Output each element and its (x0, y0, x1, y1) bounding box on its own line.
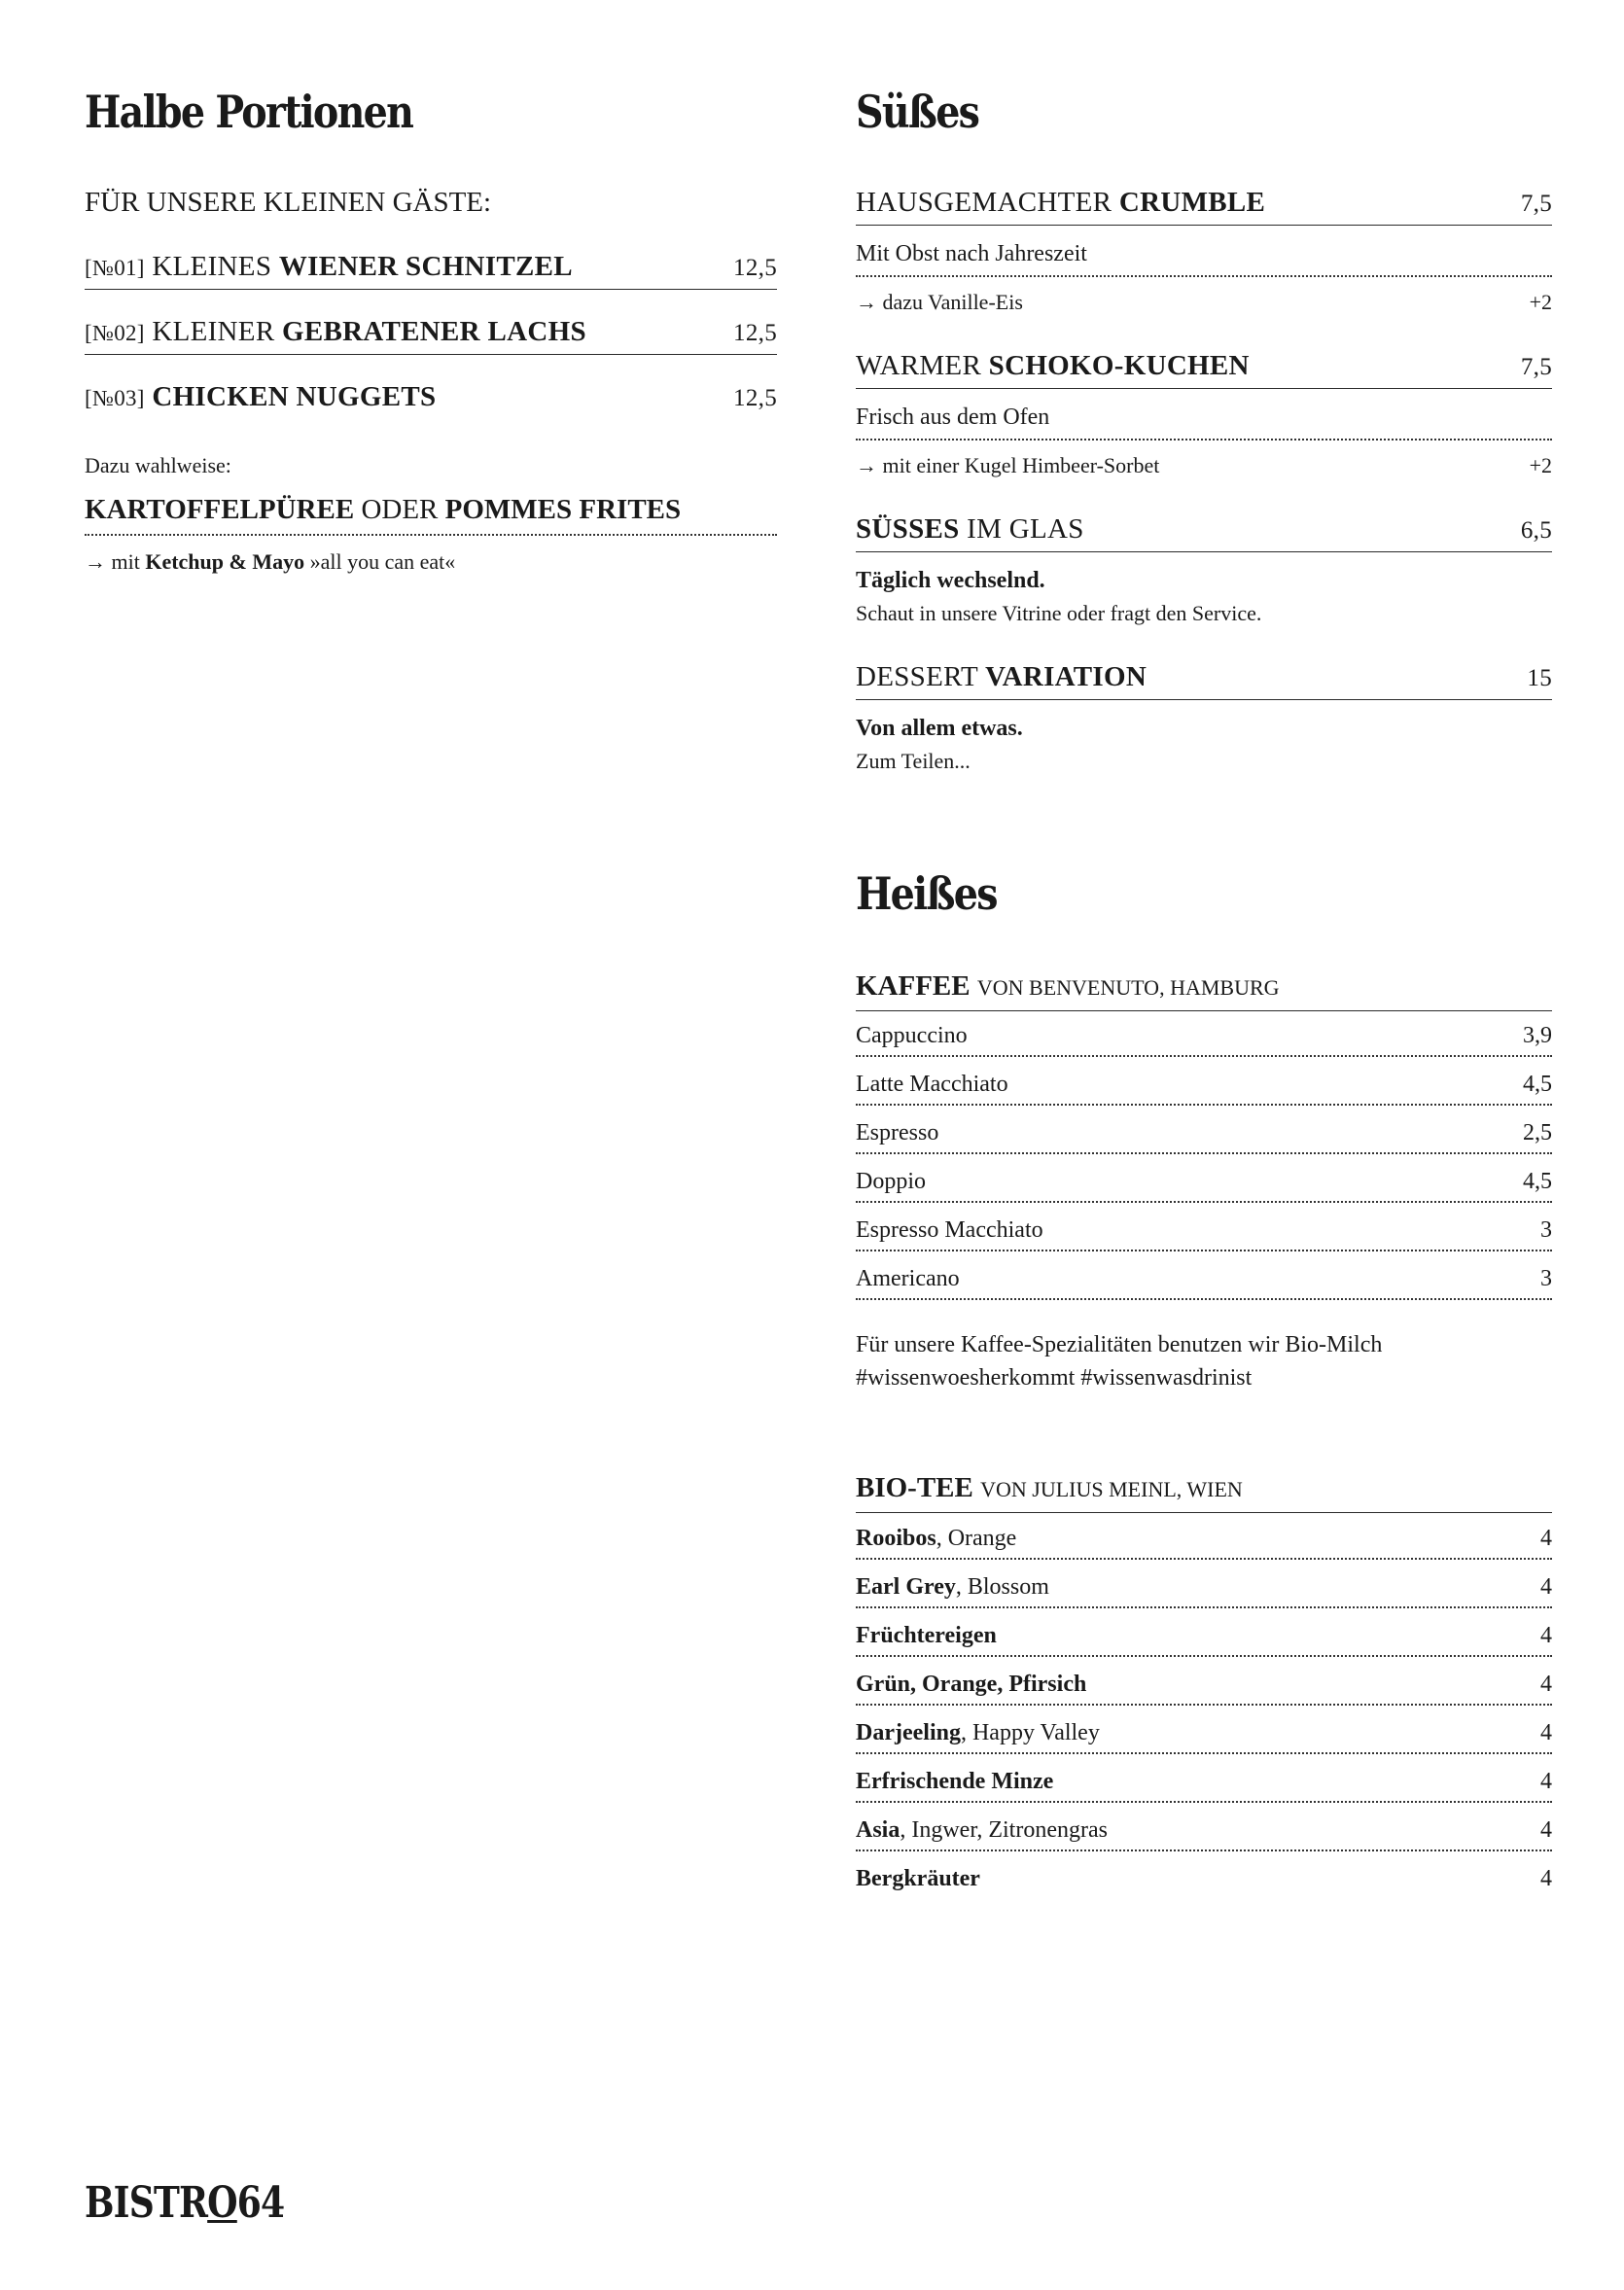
drink-price: 4,5 (1523, 1169, 1552, 1194)
item-price: 7,5 (1520, 354, 1552, 380)
extra-text: → mit einer Kugel Himbeer-Sorbet (856, 453, 1160, 477)
item-prefix: HAUSGEMACHTER (856, 187, 1112, 218)
tea-price: 4 (1540, 1672, 1552, 1697)
tea-name: Erfrischende Minze (856, 1769, 1054, 1794)
drink-price: 3,9 (1523, 1023, 1552, 1048)
item-description: Täglich wechselnd. (856, 568, 1045, 593)
tea-name: Darjeeling (856, 1720, 961, 1745)
kaffee-header (856, 970, 1552, 1011)
item-price: 12,5 (733, 255, 777, 281)
drink-name: Espresso (856, 1120, 939, 1145)
item-name: GEBRATENER LACHS (282, 316, 586, 347)
kaffee-row (856, 1120, 1552, 1154)
tee-source: VON JULIUS MEINL, WIEN (980, 1477, 1243, 1501)
item-name: SCHOKO-KUCHEN (988, 350, 1250, 381)
logo-part-a: BISTR (85, 2178, 208, 2228)
item-price: 12,5 (733, 320, 777, 346)
item-name: SÜSSES (856, 513, 960, 545)
tea-price: 4 (1540, 1526, 1552, 1551)
item-description: Mit Obst nach Jahreszeit (856, 241, 1552, 277)
item-name: CRUMBLE (1118, 187, 1266, 218)
drink-price: 3 (1540, 1266, 1552, 1291)
item-suffix: IM GLAS (967, 513, 1084, 545)
tee-row (856, 1720, 1552, 1754)
item-prefix: WARMER (856, 350, 982, 381)
item-prefix: KLEINER (152, 316, 275, 347)
tea-name: Earl Grey (856, 1574, 956, 1600)
tee-row (856, 1574, 1552, 1608)
dessert-crumble (856, 187, 1552, 226)
side-option-a: KARTOFFELPÜREE (85, 494, 355, 525)
tee-row (856, 1672, 1552, 1706)
sides-extra (85, 549, 777, 575)
item-prefix: KLEINES (152, 251, 272, 282)
drink-price: 4,5 (1523, 1072, 1552, 1097)
kaffee-row (856, 1266, 1552, 1300)
kaffee-row (856, 1023, 1552, 1057)
menu-item-01 (85, 251, 777, 290)
tea-detail: , Blossom (955, 1574, 1049, 1600)
item-name: CHICKEN NUGGETS (152, 381, 437, 412)
drink-price: 2,5 (1523, 1120, 1552, 1145)
tea-price: 4 (1540, 1720, 1552, 1745)
kaffee-row (856, 1169, 1552, 1203)
tea-name: Grün, Orange, Pfirsich (856, 1672, 1087, 1697)
item-description: Von allem etwas. (856, 716, 1023, 741)
item-price: 12,5 (733, 385, 777, 411)
item-prefix: DESSERT (856, 661, 978, 692)
extra-price: +2 (1529, 290, 1552, 314)
intro-text: FÜR UNSERE KLEINEN GÄSTE: (85, 187, 492, 218)
kaffee-hashtags: #wissenwoesherkommt #wissenwasdrinist (856, 1365, 1253, 1391)
tee-row (856, 1526, 1552, 1560)
item-name: WIENER SCHNITZEL (278, 251, 573, 282)
menu-item-03 (85, 381, 777, 419)
dessert-schoko-kuchen (856, 350, 1552, 389)
tea-detail: , Happy Valley (960, 1720, 1100, 1745)
kaffee-source: VON BENVENUTO, HAMBURG (976, 975, 1280, 1000)
item-number: [№03] (85, 386, 145, 410)
item-description: Frisch aus dem Ofen (856, 405, 1552, 440)
item-price: 7,5 (1520, 191, 1552, 217)
tea-price: 4 (1540, 1866, 1552, 1891)
dessert-variation (856, 661, 1552, 700)
tee-row (856, 1866, 1552, 1898)
extra-bold: Ketchup & Mayo (145, 549, 305, 574)
item-number: [№01] (85, 256, 145, 280)
drink-name: Doppio (856, 1169, 926, 1194)
arrow-icon: → (85, 549, 106, 574)
sides-label: Dazu wahlweise: (85, 453, 231, 477)
item-number: [№02] (85, 321, 145, 345)
tea-name: Bergkräuter (856, 1866, 980, 1891)
tea-detail: , Ingwer, Zitronengras (900, 1817, 1108, 1843)
tee-row (856, 1623, 1552, 1657)
item-extra (856, 290, 1552, 315)
tee-row (856, 1769, 1552, 1803)
kaffee-row (856, 1072, 1552, 1106)
tee-row (856, 1817, 1552, 1851)
item-note: Zum Teilen... (856, 749, 971, 773)
section-title-suesses: Süßes (856, 86, 979, 138)
kaffee-title: KAFFEE (856, 970, 971, 1002)
menu-item-02 (85, 316, 777, 355)
logo-part-o: O (207, 2178, 237, 2228)
tea-price: 4 (1540, 1817, 1552, 1843)
item-name: VARIATION (985, 661, 1147, 692)
tea-price: 4 (1540, 1769, 1552, 1794)
drink-price: 3 (1540, 1217, 1552, 1243)
item-price: 15 (1527, 665, 1552, 691)
tea-price: 4 (1540, 1574, 1552, 1600)
drink-name: Cappuccino (856, 1023, 968, 1048)
tea-detail: , Orange (936, 1526, 1017, 1551)
drink-name: Espresso Macchiato (856, 1217, 1043, 1243)
kaffee-note: Für unsere Kaffee-Spezialitäten benutzen wir Bio-Milch (856, 1332, 1383, 1357)
extra-suffix: »all you can eat« (309, 549, 456, 574)
item-extra (856, 453, 1552, 478)
extra-price: +2 (1529, 453, 1552, 477)
bistro-logo (85, 2178, 284, 2228)
item-price: 6,5 (1520, 517, 1552, 544)
tea-price: 4 (1540, 1623, 1552, 1648)
item-note: Schaut in unsere Vitrine oder fragt den Service. (856, 601, 1262, 625)
extra-prefix: mit (111, 549, 140, 574)
dessert-suesses-im-glas (856, 513, 1552, 552)
kaffee-row (856, 1217, 1552, 1251)
tea-name: Rooibos (856, 1526, 936, 1551)
tee-header (856, 1472, 1552, 1513)
logo-part-b: 64 (236, 2178, 285, 2228)
drink-name: Americano (856, 1266, 960, 1291)
drink-name: Latte Macchiato (856, 1072, 1008, 1097)
section-title-halbe-portionen: Halbe Portionen (85, 86, 413, 138)
section-title-heisses: Heißes (856, 867, 997, 920)
tea-name: Früchtereigen (856, 1623, 997, 1648)
tea-name: Asia (856, 1817, 900, 1843)
tee-title: BIO-TEE (856, 1472, 973, 1503)
sides-options (85, 494, 777, 536)
side-option-b: POMMES FRITES (444, 494, 682, 525)
side-or: ODER (361, 494, 439, 525)
extra-text: → dazu Vanille-Eis (856, 290, 1023, 314)
